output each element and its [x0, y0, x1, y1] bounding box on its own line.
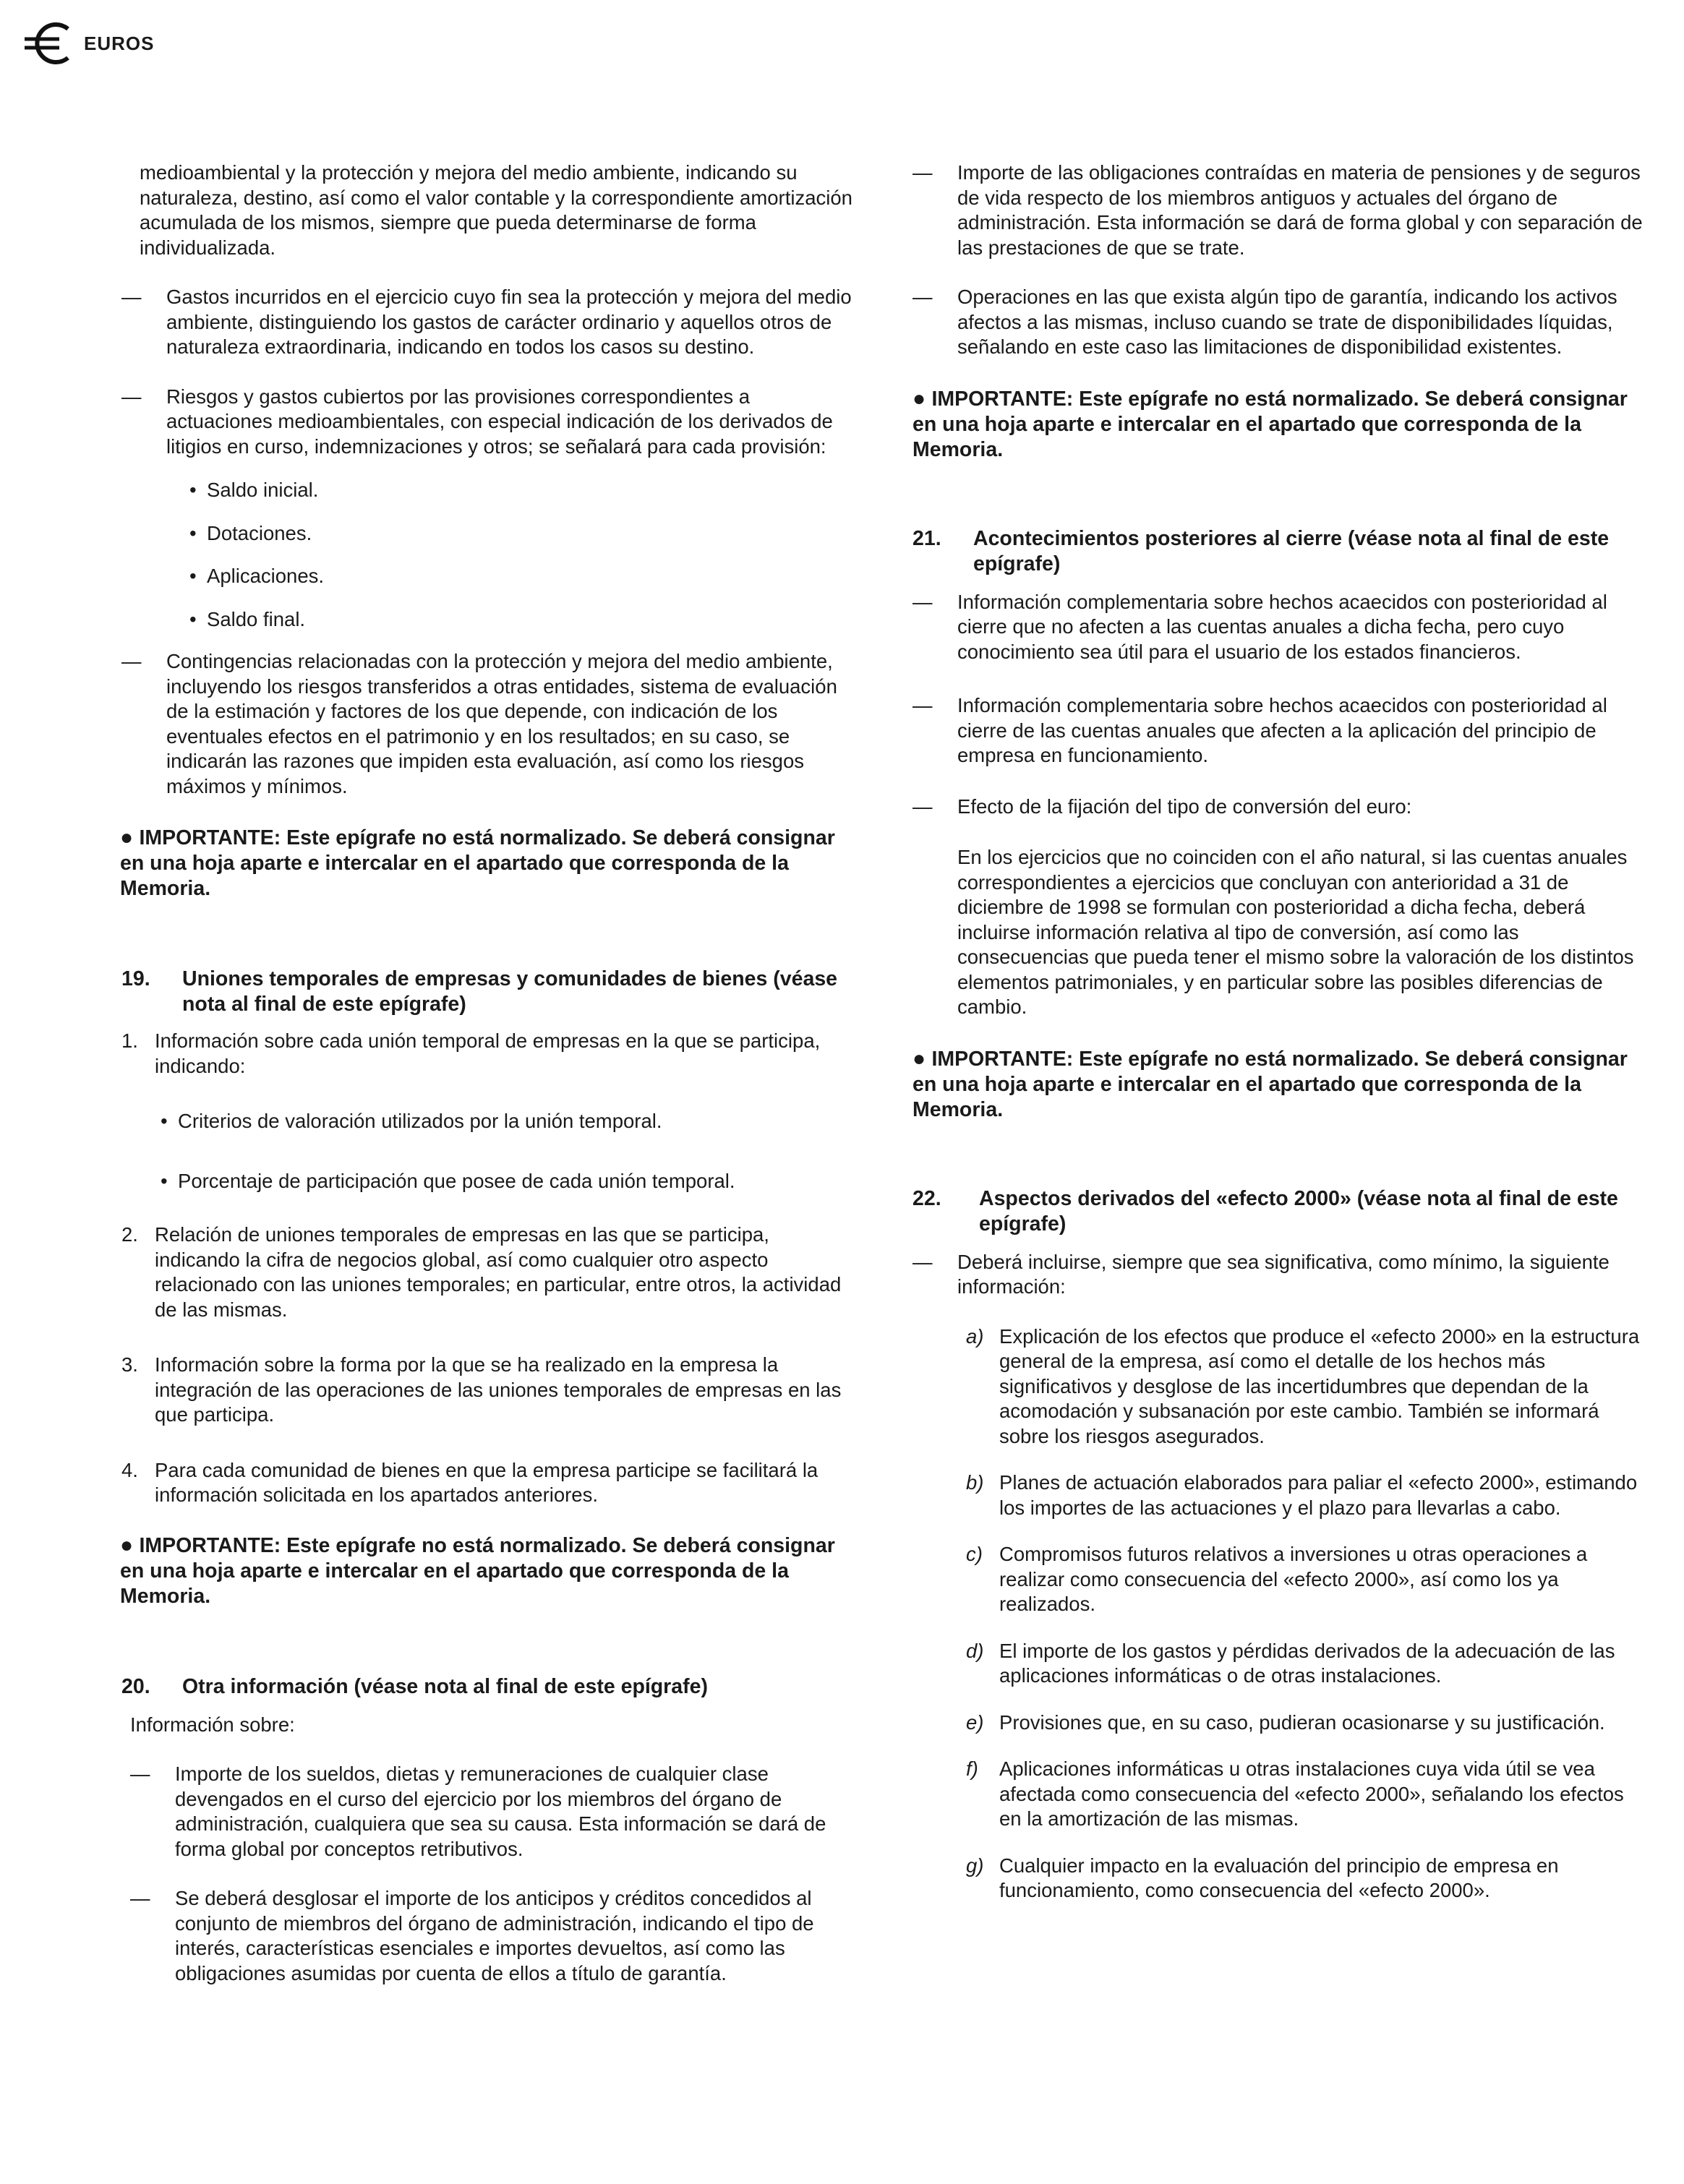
paragraph: En los ejercicios que no coinciden con el año natural, si las cuentas anuales correspondientes a ejercicios que concluyan con anterioridad a 31 de diciembre de 1998 se formulan con posterioridad a dicha fecha, deberá incluirse información relativa al tipo de conversión, así como las consecuencias que pueda tener el mismo sobre la valoración de los distintos elementos patrimoniales, y en particular sobre las posibles diferencias de cambio.: [957, 846, 1634, 1018]
header-label: EUROS: [84, 32, 155, 54]
intro-text: Información sobre:: [130, 1713, 295, 1736]
lettered-item: b) Planes de actuación elaborados para paliar el «efecto 2000», estimando los importes de las actuaciones y el plazo para llevarlas a cabo.: [966, 1471, 1638, 1519]
section-heading-21: [912, 526, 1650, 577]
bullet-item: • Saldo final.: [188, 607, 859, 633]
lettered-item: f) Aplicaciones informáticas u otras instalaciones cuya vida útil se vea afectada como consecuencia del «efecto 2000», señalando los efectos en la amortización de las mismas.: [966, 1757, 1624, 1830]
numbered-item: 3. Información sobre la forma por la que se ha realizado en la empresa la integración de las operaciones de las uniones temporales de empresas en las que participa.: [121, 1353, 842, 1426]
numbered-item: 2. Relación de uniones temporales de empresas en las que se participa, indicando la cifra de negocios global, así como cualquier otro aspecto relacionado con las uniones temporales; en particular, entre otros, la actividad de las mismas.: [121, 1223, 842, 1321]
continued-text: medioambiental y la protección y mejora del medio ambiente, indicando su naturaleza, destino, así como el valor contable y la correspondiente amortización acumulada de los mismos, siempre que pueda determinarse de forma individualizada.: [140, 161, 852, 259]
page-header: [22, 20, 154, 67]
section-title: Aspectos derivados del «efecto 2000» (véase nota al final de este epígrafe): [979, 1186, 1618, 1236]
list-item: — Información complementaria sobre hechos acaecidos con posterioridad al cierre de las cuentas anuales que afecten a la aplicación del principio de empresa en funcionamiento.: [912, 693, 1650, 768]
important-note: ● IMPORTANTE: Este epígrafe no está normalizado. Se deberá consignar en una hoja aparte e intercalar en el apartado que corresponda de la Memoria.: [912, 1046, 1628, 1121]
important-note: ● IMPORTANTE: Este epígrafe no está normalizado. Se deberá consignar en una hoja aparte e intercalar en el apartado que corresponda de la Memoria.: [120, 826, 835, 900]
lettered-item: c) Compromisos futuros relativos a inversiones u otras operaciones a realizar como consecuencia del «efecto 2000», así como los ya realizados.: [966, 1543, 1588, 1615]
bullet-item: • Aplicaciones.: [188, 564, 859, 589]
important-text: IMPORTANTE: Este epígrafe no está normalizado. Se deberá consignar en una hoja aparte e intercalar en el apartado que corresponda de la Memoria.: [120, 1533, 835, 1608]
bullet-item: • Criterios de valoración utilizados por la unión temporal.: [159, 1109, 859, 1134]
section-number: 19.: [121, 967, 150, 990]
section-heading-20: [121, 1674, 859, 1700]
list-item: — Deberá incluirse, siempre que sea significativa, como mínimo, la siguiente información:: [912, 1250, 1650, 1300]
list-item: — Gastos incurridos en el ejercicio cuyo fin sea la protección y mejora del medio ambiente, distinguiendo los gastos de carácter ordinario y aquellos otros de naturaleza extraordinaria, indicando en todos los casos su destino.: [121, 285, 859, 360]
list-item: — Se deberá desglosar el importe de los anticipos y créditos concedidos al conjunto de miembros del órgano de administración, indicando el tipo de interés, características esenciales e importes devueltos, así como las obligaciones asumidas por cuenta de ellos a título de garantía.: [130, 1886, 859, 1986]
bullet-list: [159, 1109, 859, 1194]
section-title: Uniones temporales de empresas y comunidades de bienes (véase nota al final de este epígrafe): [182, 967, 838, 1016]
euro-icon: [22, 20, 80, 67]
section-number: 22.: [912, 1186, 941, 1210]
section-number: 20.: [121, 1674, 150, 1698]
section-title: Otra información (véase nota al final de este epígrafe): [182, 1674, 708, 1698]
important-text: IMPORTANTE: Este epígrafe no está normalizado. Se deberá consignar en una hoja aparte e intercalar en el apartado que corresponda de la Memoria.: [912, 387, 1628, 461]
left-column: [121, 160, 859, 1986]
list-item: — Contingencias relacionadas con la protección y mejora del medio ambiente, incluyendo los riesgos transferidos a otras entidades, sistema de evaluación de la estimación y factores de los que depende, con indicación de los eventuales efectos en el patrimonio y en los resultados; en su caso, se indicarán las razones que impiden esta evaluación, así como los riesgos máximos y mínimos.: [121, 649, 859, 799]
list-item: — Operaciones en las que exista algún tipo de garantía, indicando los activos afectos a las mismas, incluso cuando se trate de disponibilidades líquidas, señalando en este caso las limitaciones de disponibilidad existentes.: [912, 285, 1650, 360]
section-number: 21.: [912, 526, 941, 550]
bullet-item: • Dotaciones.: [188, 521, 859, 547]
lettered-item: a) Explicación de los efectos que produce el «efecto 2000» en la estructura general de la empresa, así como el detalle de los hechos más significativos y desglose de las incertidumbres que dependan de la acomodación y subsanación por este cambio. También se informará sobre los riesgos asegurados.: [966, 1324, 1640, 1447]
important-text: IMPORTANTE: Este epígrafe no está normalizado. Se deberá consignar en una hoja aparte e intercalar en el apartado que corresponda de la Memoria.: [912, 1047, 1628, 1121]
section-heading-19: [121, 967, 859, 1017]
right-column: [912, 160, 1650, 1903]
important-note: ● IMPORTANTE: Este epígrafe no está normalizado. Se deberá consignar en una hoja aparte e intercalar en el apartado que corresponda de la Memoria.: [912, 386, 1628, 461]
list-item: — Efecto de la fijación del tipo de conversión del euro:: [912, 795, 1650, 820]
important-text: IMPORTANTE: Este epígrafe no está normalizado. Se deberá consignar en una hoja aparte e intercalar en el apartado que corresponda de la Memoria.: [120, 826, 835, 900]
numbered-item: 1. Información sobre cada unión temporal de empresas en la que se participa, indicando:: [121, 1029, 821, 1077]
bullet-list: [188, 478, 859, 632]
numbered-item: 4. Para cada comunidad de bienes en que la empresa participe se facilitará la información solicitada en los apartados anteriores.: [121, 1458, 819, 1506]
list-item: — Importe de las obligaciones contraídas en materia de pensiones y de seguros de vida respecto de los miembros antiguos y actuales del órgano de administración. Esta información se dará de forma global y con separación de las prestaciones de que se trate.: [912, 160, 1650, 260]
lettered-item: g) Cualquier impacto en la evaluación del principio de empresa en funcionamiento, como consecuencia del «efecto 2000».: [966, 1854, 1559, 1901]
list-item: — Riesgos y gastos cubiertos por las provisiones correspondientes a actuaciones medioambientales, con especial indicación de los derivados de litigios en curso, indemnizaciones y otros; se señalará para cada provisión:: [121, 385, 859, 460]
list-item: — Información complementaria sobre hechos acaecidos con posterioridad al cierre que no afecten a las cuentas anuales a dicha fecha, pero cuyo conocimiento sea útil para el usuario de los estados financieros.: [912, 590, 1650, 665]
section-heading-22: [912, 1186, 1650, 1237]
lettered-item: d) El importe de los gastos y pérdidas derivados de la adecuación de las aplicaciones informáticas o de otras instalaciones.: [966, 1639, 1615, 1687]
list-item: — Importe de los sueldos, dietas y remuneraciones de cualquier clase devengados en el curso del ejercicio por los miembros del órgano de administración, cualquiera que sea su causa. Esta información se dará de forma global por conceptos retributivos.: [130, 1762, 859, 1862]
section-title: Acontecimientos posteriores al cierre (véase nota al final de este epígrafe): [973, 526, 1610, 575]
important-note: ● IMPORTANTE: Este epígrafe no está normalizado. Se deberá consignar en una hoja aparte e intercalar en el apartado que corresponda de la Memoria.: [120, 1533, 835, 1608]
bullet-item: • Saldo inicial.: [188, 478, 859, 503]
lettered-list: [966, 1324, 1650, 1903]
lettered-item: e) Provisiones que, en su caso, pudieran ocasionarse y su justificación.: [966, 1710, 1605, 1734]
bullet-item: • Porcentaje de participación que posee de cada unión temporal.: [159, 1169, 859, 1194]
